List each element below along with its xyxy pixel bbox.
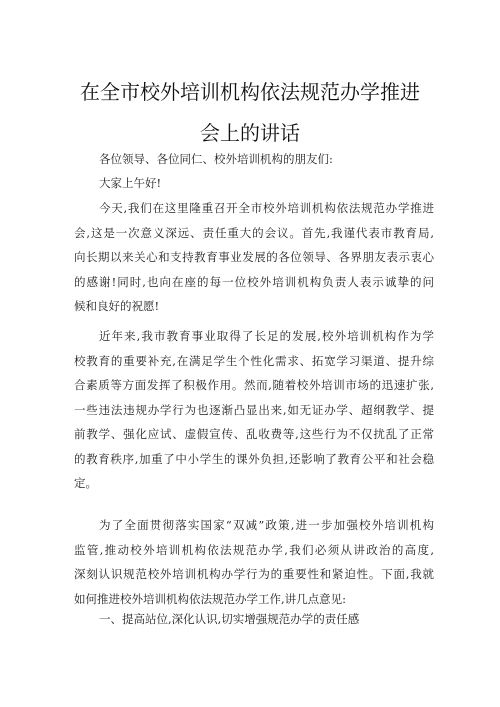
paragraph-1 — [74, 196, 434, 319]
salutation: 各位领导、各位同仁、校外培训机构的朋友们: — [99, 152, 333, 166]
paragraph-line: 近年来,我市教育事业取得了长足的发展,校外培训机构作为学 — [99, 329, 434, 343]
paragraph-line: 向长期以来关心和支持教育事业发展的各位领导、各界朋友表示衷心 — [74, 250, 434, 264]
greeting: 大家上午好! — [99, 176, 162, 190]
paragraph-line: 定。 — [74, 476, 97, 490]
paragraph-3 — [74, 513, 434, 611]
section-heading-1: 一、提高站位,深化认识,切实增强规范办学的责任感 — [99, 612, 360, 626]
paragraph-line: 的教育秩序,加重了中小学生的课外负担,还影响了教育公平和社会稳 — [74, 451, 434, 466]
paragraph-line: 为了全面贯彻落实国家“双减”政策,进一步加强校外培训机构 — [99, 518, 434, 532]
document-title-line-2: 会上的讲话 — [200, 121, 300, 145]
paragraph-line: 深刻认识规范校外培训机构办学行为的重要性和紧迫性。下面,我就 — [74, 567, 434, 581]
paragraph-line: 校教育的重要补充,在满足学生个性化需求、拓宽学习渠道、提升综 — [74, 353, 434, 368]
paragraph-2 — [74, 324, 434, 496]
paragraph-line: 如何推进校外培训机构依法规范办学工作,讲几点意见: — [74, 591, 347, 606]
paragraph-line: 监管,推动校外培训机构依法规范办学,我们必须从讲政治的高度, — [74, 542, 434, 557]
paragraph-line: 合素质等方面发挥了积极作用。然而,随着校外培训市场的迅速扩张, — [74, 378, 434, 392]
paragraph-line: 今天,我们在这里隆重召开全市校外培训机构依法规范办学推进 — [99, 201, 434, 215]
paragraph-line: 的感谢!同时,也向在座的每一位校外培训机构负责人表示诚挚的问 — [74, 274, 434, 289]
paragraph-line: 候和良好的祝愿! — [74, 299, 160, 313]
paragraph-line: 前教学、强化应试、虚假宣传、乱收费等,这些行为不仅扰乱了正常 — [74, 427, 434, 441]
document-title-line-1: 在全市校外培训机构依法规范办学推进 — [80, 80, 420, 104]
paragraph-line: 一些违法违规办学行为也逐渐凸显出来,如无证办学、超纲教学、提 — [74, 402, 434, 417]
paragraph-line: 会,这是一次意义深远、责任重大的会议。首先,我谨代表市教育局, — [74, 225, 434, 240]
